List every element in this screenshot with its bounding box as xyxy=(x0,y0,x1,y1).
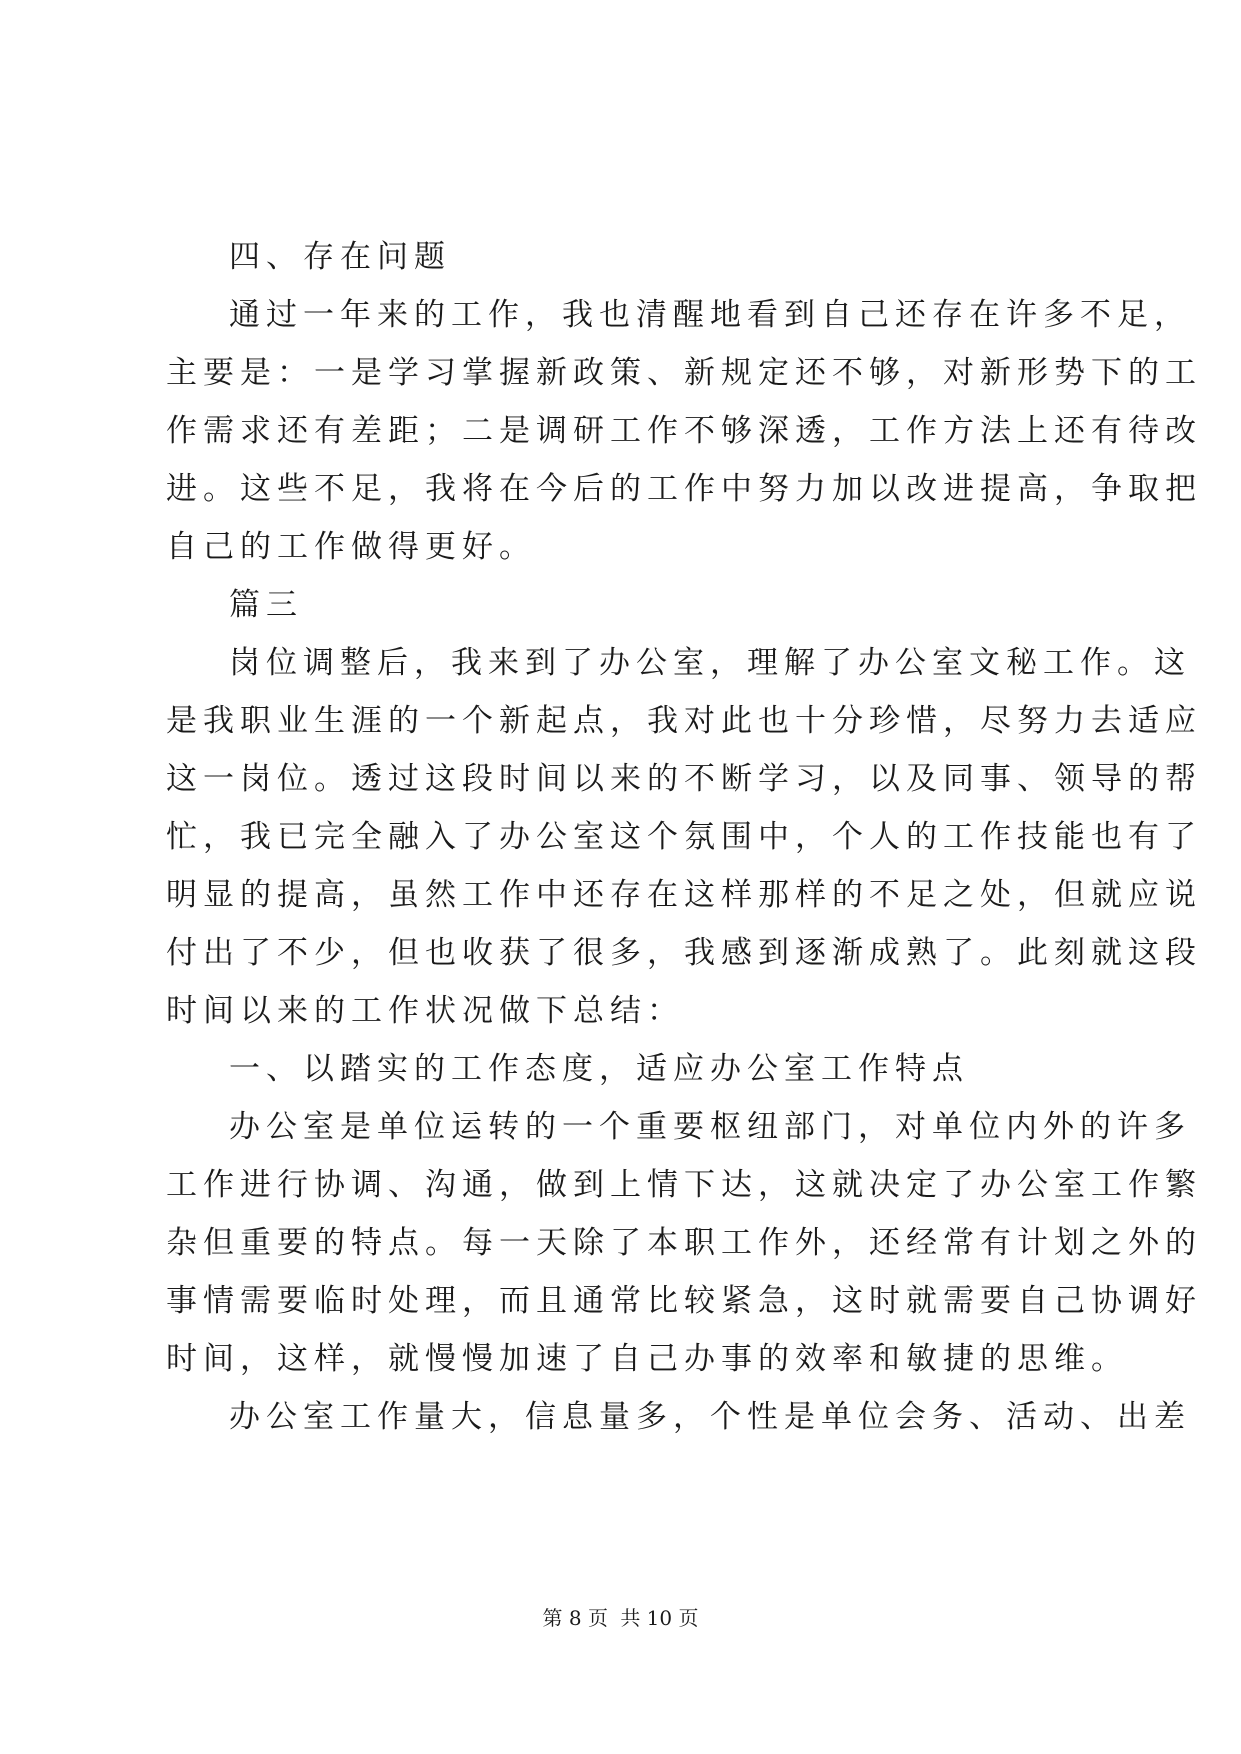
paragraph-line: 岗位调整后，我来到了办公室，理解了办公室文秘工作。这 xyxy=(229,645,1191,681)
section-heading: 一、以踏实的工作态度，适应办公室工作特点 xyxy=(229,1051,969,1087)
paragraph-line: 时间，这样，就慢慢加速了自己办事的效率和敏捷的思维。 xyxy=(166,1341,1128,1377)
paragraph-line: 主要是：一是学习掌握新政策、新规定还不够，对新形势下的工 xyxy=(166,355,1202,391)
paragraph-line: 进。这些不足，我将在今后的工作中努力加以改进提高，争取把 xyxy=(166,471,1202,507)
page-footer xyxy=(0,1604,1241,1632)
paragraph-line: 办公室是单位运转的一个重要枢纽部门，对单位内外的许多 xyxy=(229,1109,1191,1145)
paragraph-line: 时间以来的工作状况做下总结： xyxy=(166,993,684,1029)
paragraph-line: 办公室工作量大，信息量多，个性是单位会务、活动、出差 xyxy=(229,1399,1191,1435)
paragraph-line: 忙，我已完全融入了办公室这个氛围中，个人的工作技能也有了 xyxy=(166,819,1202,855)
paragraph-line: 工作进行协调、沟通，做到上情下达，这就决定了办公室工作繁 xyxy=(166,1167,1202,1203)
paragraph-line: 这一岗位。透过这段时间以来的不断学习，以及同事、领导的帮 xyxy=(166,761,1202,797)
paragraph-line: 事情需要临时处理，而且通常比较紧急，这时就需要自己协调好 xyxy=(166,1283,1202,1319)
document-body xyxy=(166,228,1202,1446)
paragraph-line: 是我职业生涯的一个新起点，我对此也十分珍惜，尽努力去适应 xyxy=(166,703,1202,739)
paragraph-line: 杂但重要的特点。每一天除了本职工作外，还经常有计划之外的 xyxy=(166,1225,1202,1261)
section-heading: 四、存在问题 xyxy=(229,239,451,275)
page-total: 共 10 页 xyxy=(620,1606,699,1630)
paragraph-line: 自己的工作做得更好。 xyxy=(166,529,536,565)
paragraph-line: 明显的提高，虽然工作中还存在这样那样的不足之处，但就应说 xyxy=(166,877,1202,913)
page-number: 第 8 页 xyxy=(542,1606,608,1630)
chapter-heading: 篇三 xyxy=(229,587,303,623)
paragraph-line: 作需求还有差距；二是调研工作不够深透，工作方法上还有待改 xyxy=(166,413,1202,449)
paragraph-line: 通过一年来的工作，我也清醒地看到自己还存在许多不足， xyxy=(229,297,1191,333)
paragraph-line: 付出了不少，但也收获了很多，我感到逐渐成熟了。此刻就这段 xyxy=(166,935,1202,971)
